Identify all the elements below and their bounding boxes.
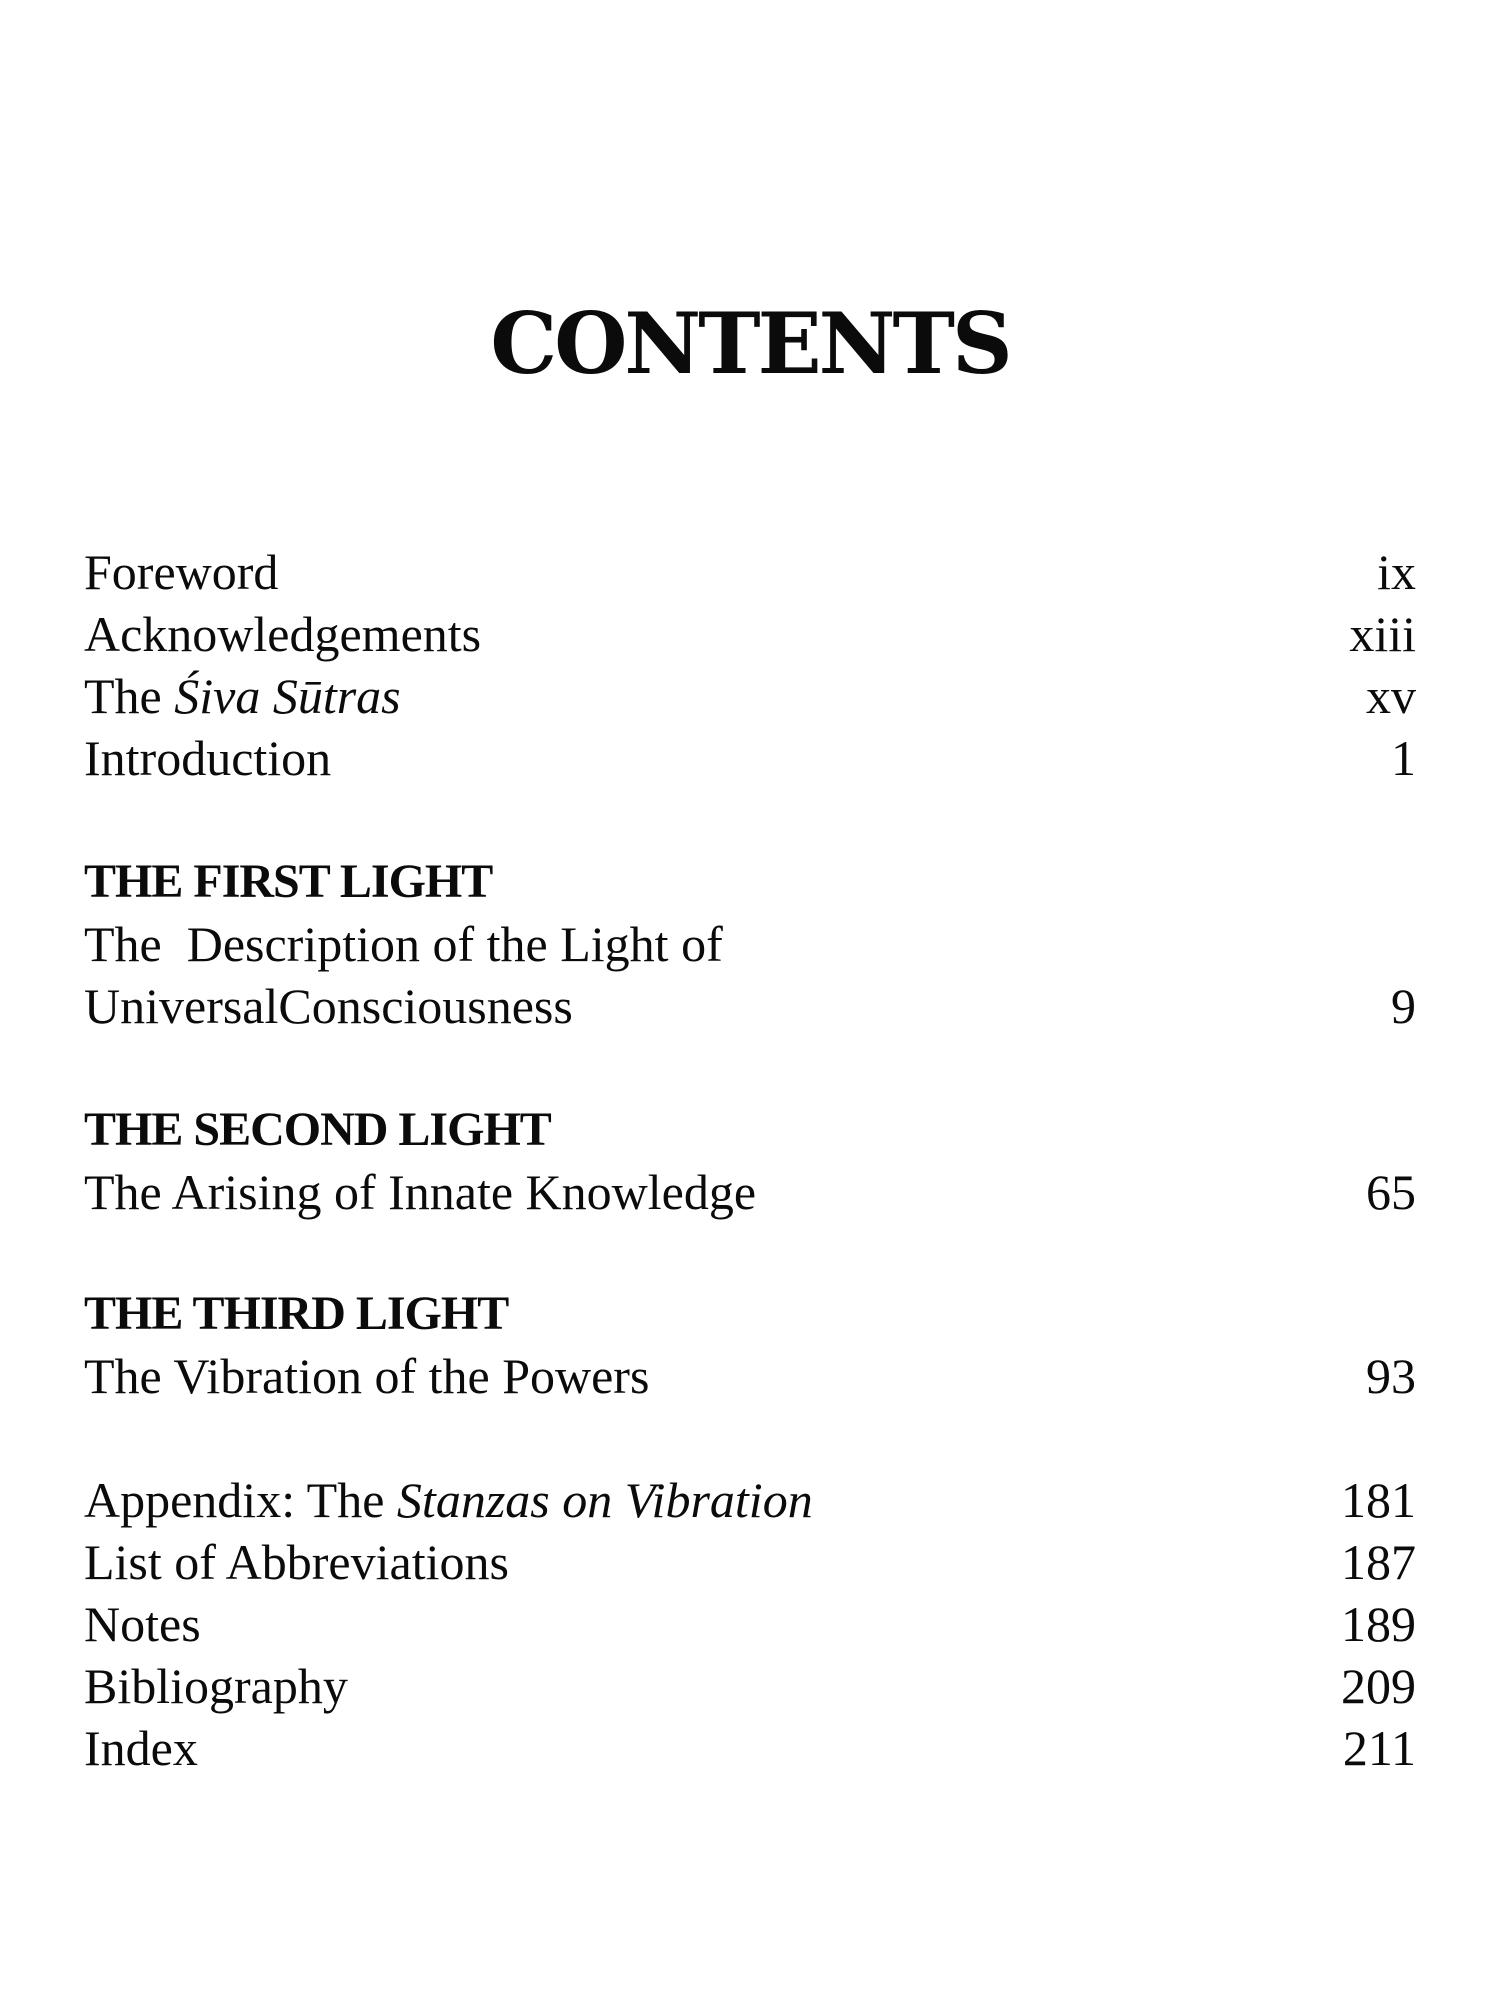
toc-entry-page: xiii bbox=[1349, 606, 1416, 662]
toc-entry-page: 209 bbox=[1341, 1658, 1416, 1714]
toc-entry-label: The Vibration of the Powers bbox=[84, 1348, 650, 1404]
toc-entry-label: Foreword bbox=[84, 544, 279, 600]
toc-entry-page: ix bbox=[1377, 544, 1416, 600]
toc-entry-label-prefix: The bbox=[84, 668, 175, 724]
page-title: CONTENTS bbox=[490, 294, 1010, 393]
toc-entry-label: The Description of the Light of bbox=[84, 916, 723, 972]
toc-entry-siva-sutras[interactable] bbox=[84, 666, 1416, 726]
toc-entry-appendix[interactable] bbox=[84, 1470, 1416, 1530]
toc-entry-label bbox=[84, 1470, 813, 1530]
toc-entry-page: 93 bbox=[1366, 1348, 1416, 1404]
toc-entry-page: 65 bbox=[1366, 1164, 1416, 1220]
toc-entry-third-light[interactable] bbox=[84, 1346, 1416, 1406]
toc-entry-label: Introduction bbox=[84, 730, 332, 786]
part-heading-first-light: THE FIRST LIGHT bbox=[84, 855, 493, 908]
toc-entry-label: UniversalConsciousness bbox=[84, 978, 573, 1034]
toc-entry-page: 187 bbox=[1341, 1534, 1416, 1590]
toc-entry-label: The Arising of Innate Knowledge bbox=[84, 1164, 757, 1220]
toc-entry-label: Acknowledgements bbox=[84, 606, 482, 662]
toc-entry-label: Index bbox=[84, 1720, 198, 1776]
toc-entry-label: Notes bbox=[84, 1596, 201, 1652]
toc-entry-acknowledgements[interactable] bbox=[84, 604, 1416, 664]
toc-entry-second-light[interactable] bbox=[84, 1162, 1416, 1222]
part-heading-third-light: THE THIRD LIGHT bbox=[84, 1287, 509, 1340]
toc-entry-first-light-line1[interactable] bbox=[84, 914, 1416, 974]
toc-entry-index[interactable] bbox=[84, 1718, 1416, 1778]
toc-entry-label: Bibliography bbox=[84, 1658, 348, 1714]
toc-entry-first-light-line2[interactable] bbox=[84, 976, 1416, 1036]
toc-entry-bibliography[interactable] bbox=[84, 1656, 1416, 1716]
toc-entry-notes[interactable] bbox=[84, 1594, 1416, 1654]
toc-entry-label-prefix: Appendix: The bbox=[84, 1472, 397, 1528]
part-heading-second-light: THE SECOND LIGHT bbox=[84, 1103, 551, 1156]
toc-entry-label-italic: Śiva Sūtras bbox=[174, 668, 401, 724]
toc-entry-introduction[interactable] bbox=[84, 728, 1416, 788]
toc-entry-page: 9 bbox=[1391, 978, 1416, 1034]
toc-entry-label: List of Abbreviations bbox=[84, 1534, 509, 1590]
toc-entry-page: 1 bbox=[1391, 730, 1416, 786]
toc-entry-page: xv bbox=[1366, 668, 1416, 724]
toc-entry-foreword[interactable] bbox=[84, 542, 1416, 602]
toc-entry-page: 181 bbox=[1341, 1472, 1416, 1528]
toc-entry-page: 189 bbox=[1341, 1596, 1416, 1652]
toc-entry-label-italic: Stanzas on Vibration bbox=[396, 1472, 813, 1528]
toc-entry-label bbox=[84, 666, 401, 726]
toc-entry-page: 211 bbox=[1342, 1720, 1416, 1776]
toc-entry-abbreviations[interactable] bbox=[84, 1532, 1416, 1592]
